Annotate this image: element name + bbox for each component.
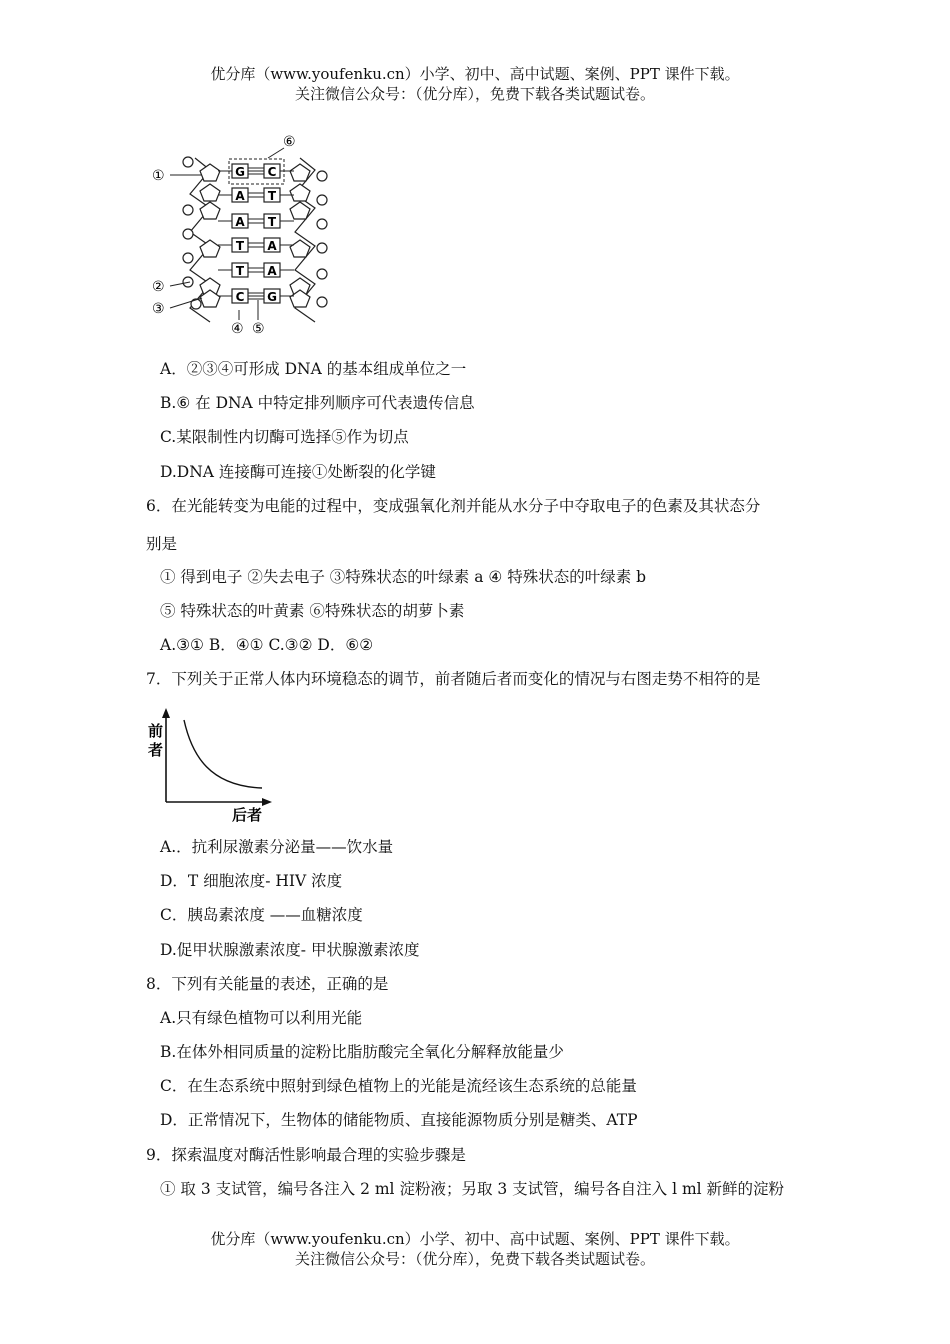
- header-line-2: 关注微信公众号：（优分库），免费下载各类试题试卷。: [294, 85, 655, 103]
- base-letter-left: T: [235, 239, 245, 253]
- dna-structure-figure: [150, 128, 340, 342]
- q7-decreasing-curve-graph: [146, 706, 276, 828]
- base-letter-right: T: [267, 215, 277, 229]
- marker-1: ①: [152, 168, 165, 184]
- marker-3: ③: [152, 301, 165, 317]
- q8-option-b: B.在体外相同质量的淀粉比脂肪酸完全氧化分解释放能量少: [160, 1043, 564, 1061]
- page-header: [0, 64, 950, 104]
- q8-stem: 8．下列有关能量的表述，正确的是: [146, 975, 389, 993]
- q5-option-d: D.DNA 连接酶可连接①处断裂的化学键: [160, 463, 436, 481]
- q7-option-d: D.促甲状腺激素浓度- 甲状腺激素浓度: [160, 941, 420, 959]
- footer-line-2: 关注微信公众号：（优分库），免费下载各类试题试卷。: [294, 1250, 655, 1268]
- q8-option-a: A.只有绿色植物可以利用光能: [160, 1009, 363, 1027]
- base-letter-right: G: [267, 290, 277, 304]
- base-letter-right: C: [267, 165, 277, 179]
- graph-y-label-1: 前: [148, 722, 164, 740]
- q6-stem-line-2: 别是: [146, 535, 178, 553]
- marker-5: ⑤: [252, 321, 265, 337]
- graph-x-label: 后者: [232, 806, 263, 824]
- q5-option-a: A．②③④可形成 DNA 的基本组成单位之一: [160, 360, 467, 378]
- q6-items-line-2: ⑤ 特殊状态的叶黄素 ⑥特殊状态的胡萝卜素: [160, 602, 465, 620]
- q8-option-d: D．正常情况下，生物体的储能物质、直接能源物质分别是糖类、ATP: [160, 1111, 638, 1129]
- q7-option-b: D．T 细胞浓度- HIV 浓度: [160, 872, 343, 890]
- q7-option-c: C．胰岛素浓度 ——血糖浓度: [160, 906, 363, 924]
- base-letter-left: A: [235, 215, 245, 229]
- q6-stem-line-1: 6．在光能转变为电能的过程中，变成强氧化剂并能从水分子中夺取电子的色素及其状态分: [146, 497, 761, 515]
- q9-step-1: ① 取 3 支试管，编号各注入 2 ml 淀粉液；另取 3 支试管，编号各自注入 l ml 新鲜的淀粉: [160, 1180, 785, 1198]
- base-letter-left: A: [235, 189, 245, 203]
- base-letter-left: T: [235, 264, 245, 278]
- graph-y-label-2: 者: [148, 741, 164, 759]
- q8-option-c: C．在生态系统中照射到绿色植物上的光能是流经该生态系统的总能量: [160, 1077, 637, 1095]
- q5-option-c: C.某限制性内切酶可选择⑤作为切点: [160, 428, 409, 446]
- base-letter-left: C: [235, 290, 245, 304]
- header-line-1: 优分库（www.youfenku.cn）小学、初中、高中试题、案例、PPT 课件下载。: [210, 65, 740, 83]
- base-letter-right: A: [267, 264, 277, 278]
- base-letter-right: T: [267, 189, 277, 203]
- footer-line-1: 优分库（www.youfenku.cn）小学、初中、高中试题、案例、PPT 课件下载。: [210, 1230, 740, 1248]
- q7-option-a: A.．抗利尿激素分泌量——饮水量: [160, 838, 394, 856]
- marker-2: ②: [152, 279, 165, 295]
- q9-stem: 9．探索温度对酶活性影响最合理的实验步骤是: [146, 1146, 466, 1164]
- q6-options: A.③① B．④① C.③② D．⑥②: [160, 636, 374, 654]
- q5-option-b: B.⑥ 在 DNA 中特定排列顺序可代表遗传信息: [160, 394, 475, 412]
- marker-6: ⑥: [283, 134, 296, 150]
- base-letter-right: A: [267, 239, 277, 253]
- base-letter-left: G: [235, 165, 245, 179]
- q6-items-line-1: ① 得到电子 ②失去电子 ③特殊状态的叶绿素 a ④ 特殊状态的叶绿素 b: [160, 568, 647, 586]
- page-footer: [0, 1229, 950, 1269]
- q7-stem: 7．下列关于正常人体内环境稳态的调节，前者随后者而变化的情况与右图走势不相符的是: [146, 670, 761, 688]
- marker-4: ④: [231, 321, 244, 337]
